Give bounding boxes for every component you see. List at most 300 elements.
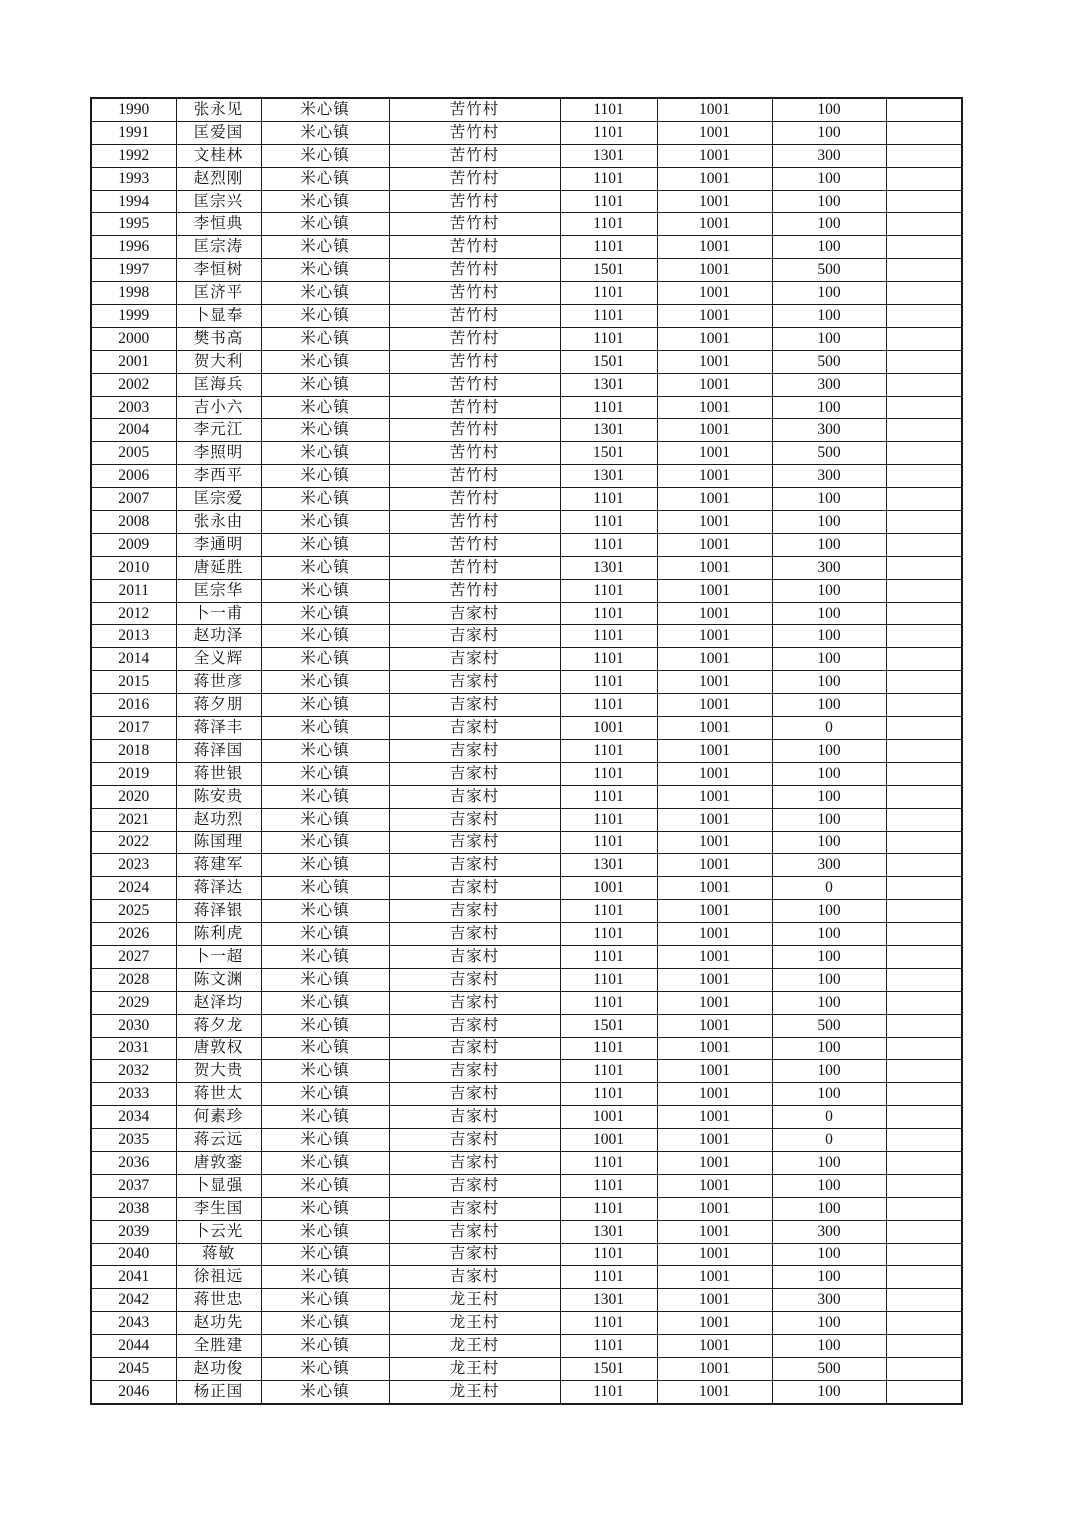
code-a-cell: 1301: [560, 556, 657, 579]
village-cell: 苦竹村: [389, 488, 560, 511]
town-cell: 米心镇: [261, 1037, 389, 1060]
remark-cell: [886, 533, 962, 556]
row-number-cell: 2012: [91, 602, 176, 625]
village-cell: 苦竹村: [389, 373, 560, 396]
remark-cell: [886, 854, 962, 877]
name-cell: 陈国理: [176, 831, 261, 854]
code-b-cell: 1001: [657, 1151, 772, 1174]
table-row: [91, 327, 962, 350]
amount-cell: 100: [772, 1083, 886, 1106]
code-b-cell: 1001: [657, 923, 772, 946]
village-cell: 吉家村: [389, 831, 560, 854]
amount-cell: 500: [772, 442, 886, 465]
code-a-cell: 1101: [560, 968, 657, 991]
town-cell: 米心镇: [261, 785, 389, 808]
village-cell: 吉家村: [389, 1174, 560, 1197]
remark-cell: [886, 831, 962, 854]
name-cell: 杨正国: [176, 1380, 261, 1403]
town-cell: 米心镇: [261, 923, 389, 946]
row-number-cell: 2006: [91, 465, 176, 488]
row-number-cell: 2036: [91, 1151, 176, 1174]
code-b-cell: 1001: [657, 648, 772, 671]
data-table: [90, 97, 963, 1405]
town-cell: 米心镇: [261, 1220, 389, 1243]
amount-cell: 100: [772, 648, 886, 671]
code-a-cell: 1001: [560, 877, 657, 900]
town-cell: 米心镇: [261, 259, 389, 282]
amount-cell: 300: [772, 556, 886, 579]
row-number-cell: 2020: [91, 785, 176, 808]
amount-cell: 100: [772, 739, 886, 762]
amount-cell: 100: [772, 488, 886, 511]
remark-cell: [886, 877, 962, 900]
remark-cell: [886, 579, 962, 602]
code-b-cell: 1001: [657, 533, 772, 556]
table-row: [91, 762, 962, 785]
code-a-cell: 1101: [560, 579, 657, 602]
row-number-cell: 2021: [91, 808, 176, 831]
table-row: [91, 305, 962, 328]
town-cell: 米心镇: [261, 1174, 389, 1197]
code-b-cell: 1001: [657, 1197, 772, 1220]
town-cell: 米心镇: [261, 350, 389, 373]
code-b-cell: 1001: [657, 465, 772, 488]
name-cell: 蒋夕朋: [176, 694, 261, 717]
name-cell: 匡宗涛: [176, 236, 261, 259]
table-row: [91, 556, 962, 579]
name-cell: 赵泽均: [176, 991, 261, 1014]
table-row: [91, 991, 962, 1014]
town-cell: 米心镇: [261, 625, 389, 648]
name-cell: 蒋云远: [176, 1129, 261, 1152]
code-b-cell: 1001: [657, 1312, 772, 1335]
village-cell: 吉家村: [389, 877, 560, 900]
town-cell: 米心镇: [261, 98, 389, 121]
table-row: [91, 923, 962, 946]
code-b-cell: 1001: [657, 900, 772, 923]
remark-cell: [886, 327, 962, 350]
name-cell: 李元江: [176, 419, 261, 442]
remark-cell: [886, 602, 962, 625]
name-cell: 蒋世太: [176, 1083, 261, 1106]
amount-cell: 100: [772, 991, 886, 1014]
village-cell: 吉家村: [389, 648, 560, 671]
row-number-cell: 2044: [91, 1335, 176, 1358]
code-b-cell: 1001: [657, 373, 772, 396]
village-cell: 苦竹村: [389, 167, 560, 190]
row-number-cell: 2030: [91, 1014, 176, 1037]
town-cell: 米心镇: [261, 1266, 389, 1289]
town-cell: 米心镇: [261, 762, 389, 785]
code-b-cell: 1001: [657, 213, 772, 236]
amount-cell: 100: [772, 282, 886, 305]
code-a-cell: 1101: [560, 762, 657, 785]
code-a-cell: 1101: [560, 808, 657, 831]
village-cell: 苦竹村: [389, 533, 560, 556]
amount-cell: 100: [772, 98, 886, 121]
amount-cell: 100: [772, 1312, 886, 1335]
remark-cell: [886, 1312, 962, 1335]
code-b-cell: 1001: [657, 327, 772, 350]
name-cell: 陈文渊: [176, 968, 261, 991]
name-cell: 蒋泽丰: [176, 717, 261, 740]
row-number-cell: 2016: [91, 694, 176, 717]
remark-cell: [886, 1380, 962, 1403]
table-row: [91, 968, 962, 991]
table-row: [91, 1243, 962, 1266]
remark-cell: [886, 1197, 962, 1220]
code-b-cell: 1001: [657, 1106, 772, 1129]
table-row: [91, 98, 962, 121]
row-number-cell: 1991: [91, 121, 176, 144]
code-a-cell: 1101: [560, 900, 657, 923]
village-cell: 吉家村: [389, 1266, 560, 1289]
code-a-cell: 1101: [560, 488, 657, 511]
code-b-cell: 1001: [657, 854, 772, 877]
name-cell: 文桂林: [176, 144, 261, 167]
town-cell: 米心镇: [261, 1197, 389, 1220]
row-number-cell: 2022: [91, 831, 176, 854]
remark-cell: [886, 396, 962, 419]
amount-cell: 100: [772, 511, 886, 534]
table-row: [91, 1060, 962, 1083]
table-row: [91, 1197, 962, 1220]
amount-cell: 300: [772, 373, 886, 396]
amount-cell: 100: [772, 1197, 886, 1220]
remark-cell: [886, 121, 962, 144]
code-a-cell: 1101: [560, 98, 657, 121]
row-number-cell: 2029: [91, 991, 176, 1014]
remark-cell: [886, 1014, 962, 1037]
amount-cell: 100: [772, 694, 886, 717]
town-cell: 米心镇: [261, 1357, 389, 1380]
name-cell: 卜一超: [176, 945, 261, 968]
remark-cell: [886, 1060, 962, 1083]
town-cell: 米心镇: [261, 1106, 389, 1129]
remark-cell: [886, 1083, 962, 1106]
remark-cell: [886, 259, 962, 282]
row-number-cell: 2025: [91, 900, 176, 923]
amount-cell: 0: [772, 1129, 886, 1152]
name-cell: 贺大利: [176, 350, 261, 373]
row-number-cell: 2039: [91, 1220, 176, 1243]
code-b-cell: 1001: [657, 396, 772, 419]
code-a-cell: 1301: [560, 1220, 657, 1243]
village-cell: 苦竹村: [389, 305, 560, 328]
code-a-cell: 1101: [560, 739, 657, 762]
table-row: [91, 282, 962, 305]
town-cell: 米心镇: [261, 190, 389, 213]
code-a-cell: 1501: [560, 350, 657, 373]
amount-cell: 100: [772, 167, 886, 190]
code-b-cell: 1001: [657, 190, 772, 213]
amount-cell: 100: [772, 602, 886, 625]
row-number-cell: 2009: [91, 533, 176, 556]
code-b-cell: 1001: [657, 717, 772, 740]
amount-cell: 100: [772, 190, 886, 213]
remark-cell: [886, 167, 962, 190]
amount-cell: 100: [772, 1335, 886, 1358]
village-cell: 吉家村: [389, 694, 560, 717]
remark-cell: [886, 556, 962, 579]
row-number-cell: 2040: [91, 1243, 176, 1266]
name-cell: 匡宗爱: [176, 488, 261, 511]
village-cell: 吉家村: [389, 1060, 560, 1083]
name-cell: 赵功俊: [176, 1357, 261, 1380]
code-a-cell: 1001: [560, 1129, 657, 1152]
code-a-cell: 1101: [560, 190, 657, 213]
village-cell: 吉家村: [389, 1243, 560, 1266]
code-b-cell: 1001: [657, 511, 772, 534]
table-row: [91, 121, 962, 144]
amount-cell: 0: [772, 877, 886, 900]
village-cell: 吉家村: [389, 625, 560, 648]
amount-cell: 100: [772, 1243, 886, 1266]
code-a-cell: 1101: [560, 694, 657, 717]
table-row: [91, 808, 962, 831]
name-cell: 赵功烈: [176, 808, 261, 831]
amount-cell: 100: [772, 671, 886, 694]
code-b-cell: 1001: [657, 945, 772, 968]
name-cell: 吉小六: [176, 396, 261, 419]
row-number-cell: 2031: [91, 1037, 176, 1060]
row-number-cell: 2037: [91, 1174, 176, 1197]
table-row: [91, 1220, 962, 1243]
town-cell: 米心镇: [261, 717, 389, 740]
village-cell: 吉家村: [389, 1220, 560, 1243]
code-a-cell: 1301: [560, 373, 657, 396]
table-row: [91, 1106, 962, 1129]
code-b-cell: 1001: [657, 167, 772, 190]
amount-cell: 300: [772, 144, 886, 167]
remark-cell: [886, 945, 962, 968]
code-a-cell: 1101: [560, 1151, 657, 1174]
code-b-cell: 1001: [657, 1083, 772, 1106]
village-cell: 吉家村: [389, 1083, 560, 1106]
row-number-cell: 2038: [91, 1197, 176, 1220]
town-cell: 米心镇: [261, 968, 389, 991]
row-number-cell: 2007: [91, 488, 176, 511]
remark-cell: [886, 671, 962, 694]
code-a-cell: 1101: [560, 533, 657, 556]
name-cell: 张永由: [176, 511, 261, 534]
remark-cell: [886, 694, 962, 717]
remark-cell: [886, 1335, 962, 1358]
village-cell: 苦竹村: [389, 442, 560, 465]
amount-cell: 100: [772, 900, 886, 923]
remark-cell: [886, 968, 962, 991]
table-row: [91, 533, 962, 556]
name-cell: 匡海兵: [176, 373, 261, 396]
name-cell: 陈利虎: [176, 923, 261, 946]
code-b-cell: 1001: [657, 419, 772, 442]
table-row: [91, 1014, 962, 1037]
town-cell: 米心镇: [261, 648, 389, 671]
name-cell: 贺大贵: [176, 1060, 261, 1083]
row-number-cell: 2032: [91, 1060, 176, 1083]
remark-cell: [886, 1357, 962, 1380]
remark-cell: [886, 991, 962, 1014]
code-b-cell: 1001: [657, 1037, 772, 1060]
row-number-cell: 1997: [91, 259, 176, 282]
code-a-cell: 1101: [560, 625, 657, 648]
row-number-cell: 1993: [91, 167, 176, 190]
row-number-cell: 2013: [91, 625, 176, 648]
table-row: [91, 877, 962, 900]
code-b-cell: 1001: [657, 1129, 772, 1152]
code-b-cell: 1001: [657, 442, 772, 465]
town-cell: 米心镇: [261, 213, 389, 236]
amount-cell: 500: [772, 1357, 886, 1380]
table-row: [91, 259, 962, 282]
row-number-cell: 2035: [91, 1129, 176, 1152]
town-cell: 米心镇: [261, 579, 389, 602]
code-a-cell: 1301: [560, 419, 657, 442]
row-number-cell: 2028: [91, 968, 176, 991]
name-cell: 唐敦权: [176, 1037, 261, 1060]
amount-cell: 300: [772, 1289, 886, 1312]
row-number-cell: 2026: [91, 923, 176, 946]
row-number-cell: 2042: [91, 1289, 176, 1312]
code-a-cell: 1101: [560, 1083, 657, 1106]
town-cell: 米心镇: [261, 1289, 389, 1312]
village-cell: 吉家村: [389, 785, 560, 808]
remark-cell: [886, 282, 962, 305]
code-a-cell: 1101: [560, 396, 657, 419]
row-number-cell: 2034: [91, 1106, 176, 1129]
name-cell: 全义辉: [176, 648, 261, 671]
code-a-cell: 1101: [560, 1312, 657, 1335]
name-cell: 蒋泽银: [176, 900, 261, 923]
code-a-cell: 1101: [560, 121, 657, 144]
remark-cell: [886, 1106, 962, 1129]
amount-cell: 0: [772, 717, 886, 740]
town-cell: 米心镇: [261, 1014, 389, 1037]
amount-cell: 100: [772, 923, 886, 946]
row-number-cell: 2002: [91, 373, 176, 396]
name-cell: 唐延胜: [176, 556, 261, 579]
town-cell: 米心镇: [261, 1312, 389, 1335]
row-number-cell: 2023: [91, 854, 176, 877]
row-number-cell: 2011: [91, 579, 176, 602]
village-cell: 苦竹村: [389, 465, 560, 488]
name-cell: 匡济平: [176, 282, 261, 305]
village-cell: 吉家村: [389, 739, 560, 762]
table-row: [91, 167, 962, 190]
row-number-cell: 2041: [91, 1266, 176, 1289]
code-b-cell: 1001: [657, 259, 772, 282]
code-a-cell: 1101: [560, 1380, 657, 1403]
remark-cell: [886, 1243, 962, 1266]
name-cell: 李生国: [176, 1197, 261, 1220]
village-cell: 龙王村: [389, 1380, 560, 1403]
table-row: [91, 945, 962, 968]
code-a-cell: 1101: [560, 305, 657, 328]
remark-cell: [886, 625, 962, 648]
village-cell: 吉家村: [389, 717, 560, 740]
table-row: [91, 579, 962, 602]
table-row: [91, 625, 962, 648]
remark-cell: [886, 442, 962, 465]
row-number-cell: 2024: [91, 877, 176, 900]
table-body: [91, 98, 962, 1404]
town-cell: 米心镇: [261, 945, 389, 968]
town-cell: 米心镇: [261, 373, 389, 396]
table-row: [91, 419, 962, 442]
amount-cell: 100: [772, 808, 886, 831]
row-number-cell: 2005: [91, 442, 176, 465]
code-a-cell: 1101: [560, 923, 657, 946]
name-cell: 卜云光: [176, 1220, 261, 1243]
remark-cell: [886, 1266, 962, 1289]
code-b-cell: 1001: [657, 671, 772, 694]
code-a-cell: 1101: [560, 991, 657, 1014]
table-row: [91, 648, 962, 671]
code-b-cell: 1001: [657, 144, 772, 167]
code-b-cell: 1001: [657, 1289, 772, 1312]
amount-cell: 100: [772, 1266, 886, 1289]
code-a-cell: 1101: [560, 236, 657, 259]
name-cell: 蒋世彦: [176, 671, 261, 694]
amount-cell: 500: [772, 350, 886, 373]
name-cell: 卜一甫: [176, 602, 261, 625]
amount-cell: 100: [772, 236, 886, 259]
remark-cell: [886, 900, 962, 923]
village-cell: 苦竹村: [389, 282, 560, 305]
town-cell: 米心镇: [261, 442, 389, 465]
remark-cell: [886, 1220, 962, 1243]
name-cell: 全胜建: [176, 1335, 261, 1358]
town-cell: 米心镇: [261, 1335, 389, 1358]
remark-cell: [886, 808, 962, 831]
village-cell: 苦竹村: [389, 121, 560, 144]
code-a-cell: 1101: [560, 511, 657, 534]
town-cell: 米心镇: [261, 831, 389, 854]
code-a-cell: 1101: [560, 785, 657, 808]
remark-cell: [886, 739, 962, 762]
remark-cell: [886, 923, 962, 946]
row-number-cell: 2027: [91, 945, 176, 968]
town-cell: 米心镇: [261, 1380, 389, 1403]
village-cell: 苦竹村: [389, 511, 560, 534]
name-cell: 樊书高: [176, 327, 261, 350]
remark-cell: [886, 1037, 962, 1060]
town-cell: 米心镇: [261, 305, 389, 328]
code-a-cell: 1101: [560, 327, 657, 350]
village-cell: 苦竹村: [389, 236, 560, 259]
remark-cell: [886, 648, 962, 671]
town-cell: 米心镇: [261, 877, 389, 900]
village-cell: 吉家村: [389, 1014, 560, 1037]
code-a-cell: 1001: [560, 1106, 657, 1129]
village-cell: 龙王村: [389, 1312, 560, 1335]
village-cell: 苦竹村: [389, 419, 560, 442]
town-cell: 米心镇: [261, 671, 389, 694]
amount-cell: 100: [772, 968, 886, 991]
village-cell: 吉家村: [389, 945, 560, 968]
town-cell: 米心镇: [261, 739, 389, 762]
remark-cell: [886, 213, 962, 236]
town-cell: 米心镇: [261, 1129, 389, 1152]
table-row: [91, 694, 962, 717]
table-row: [91, 396, 962, 419]
code-b-cell: 1001: [657, 762, 772, 785]
town-cell: 米心镇: [261, 1083, 389, 1106]
village-cell: 苦竹村: [389, 144, 560, 167]
village-cell: 吉家村: [389, 1197, 560, 1220]
code-b-cell: 1001: [657, 625, 772, 648]
village-cell: 吉家村: [389, 602, 560, 625]
